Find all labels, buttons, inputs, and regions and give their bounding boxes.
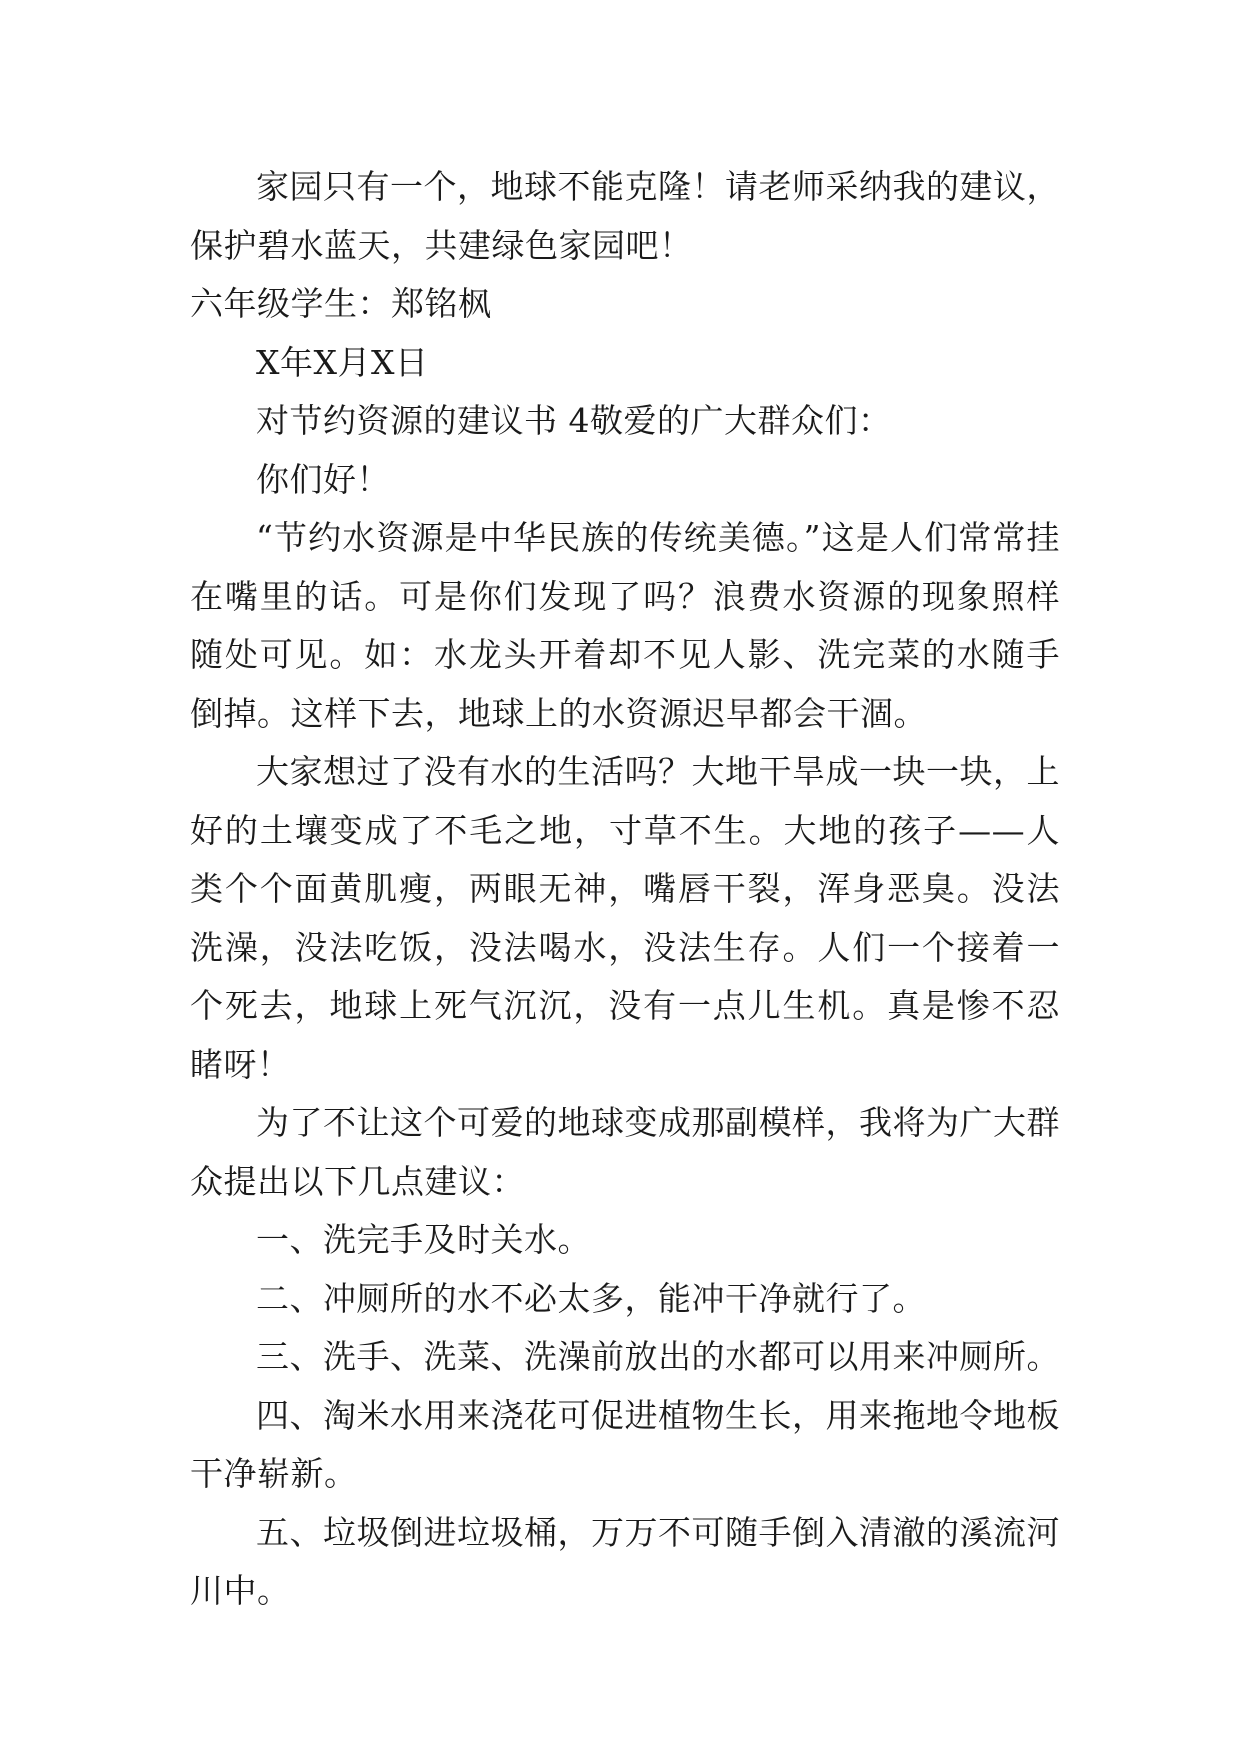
closing-paragraph: 家园只有一个，地球不能克隆！请老师采纳我的建议，保护碧水蓝天，共建绿色家园吧！	[190, 167, 1060, 265]
body-paragraph-2: 大家想过了没有水的生活吗？大地干旱成一块一块，上好的土壤变成了不毛之地，寸草不生。大地的孩子——人类个个面黄肌瘦，两眼无神，嘴唇干裂，浑身恶臭。没法洗澡，没法吃饭，没法喝水，没法生存。人们一个接着一个死去，地球上死气沉沉，没有一点儿生机。真是惨不忍睹呀！	[190, 752, 1060, 1084]
date-line: X年X月X日	[256, 342, 429, 382]
body-paragraph-3: 为了不让这个可爱的地球变成那副模样，我将为广大群众提出以下几点建议：	[190, 1103, 1060, 1201]
suggestion-item-3: 三、洗手、洗菜、洗澡前放出的水都可以用来冲厕所。	[256, 1337, 1060, 1376]
signature-line: 六年级学生：郑铭枫	[190, 284, 492, 323]
suggestion-item-1: 一、洗完手及时关水。	[256, 1220, 591, 1259]
body-paragraph-1: “节约水资源是中华民族的传统美德。”这是人们常常挂在嘴里的话。可是你们发现了吗？浪费水资源的现象照样随处可见。如：水龙头开着却不见人影、洗完菜的水随手倒掉。这样下去，地球上的水资源迟早都会干涸。	[190, 518, 1060, 733]
greeting: 你们好！	[256, 459, 390, 499]
suggestion-item-2: 二、冲厕所的水不必太多，能冲干净就行了。	[256, 1278, 926, 1318]
letter-heading: 对节约资源的建议书 4敬爱的广大群众们：	[256, 401, 892, 440]
suggestion-item-5: 五、垃圾倒进垃圾桶，万万不可随手倒入清澈的溪流河川中。	[190, 1512, 1060, 1610]
suggestion-item-4: 四、淘米水用来浇花可促进植物生长，用来拖地令地板干净崭新。	[190, 1395, 1060, 1493]
document-body	[190, 158, 1060, 1621]
